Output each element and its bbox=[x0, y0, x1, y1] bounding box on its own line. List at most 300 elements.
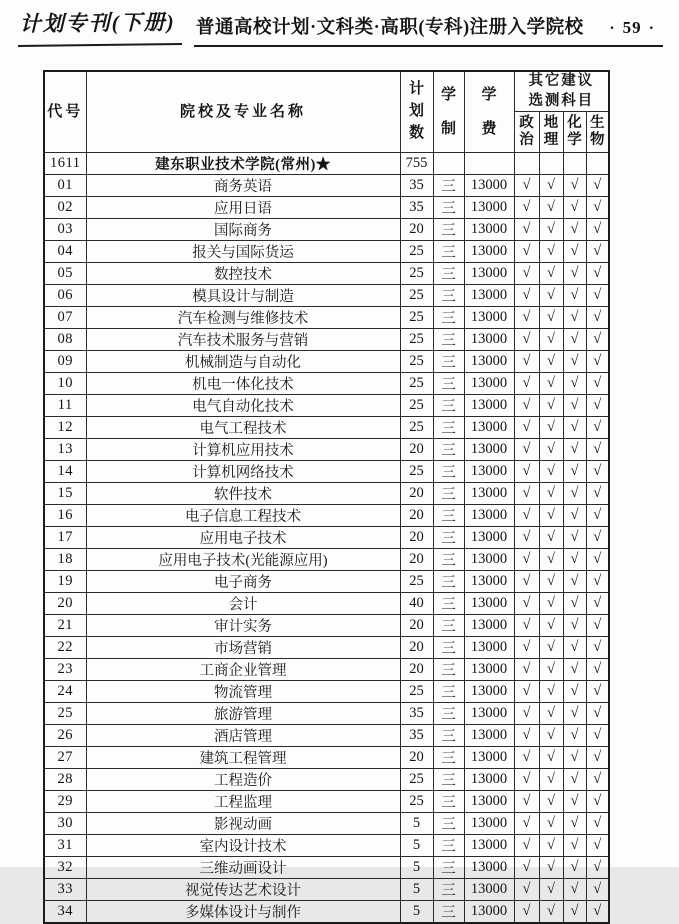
subject-check-mark: √ bbox=[539, 263, 563, 285]
subject-check-mark: √ bbox=[514, 659, 539, 681]
row-code: 25 bbox=[44, 703, 86, 725]
subject-check-mark: √ bbox=[514, 615, 539, 637]
subject-check-mark: √ bbox=[563, 725, 586, 747]
subject-check-mark: √ bbox=[586, 527, 609, 549]
row-years: 三 bbox=[433, 857, 464, 879]
major-row bbox=[44, 439, 609, 461]
subject-check-mark: √ bbox=[539, 439, 563, 461]
subject-check-mark: √ bbox=[514, 505, 539, 527]
subject-check-mark: √ bbox=[539, 307, 563, 329]
subject-check-mark: √ bbox=[514, 263, 539, 285]
row-code: 32 bbox=[44, 857, 86, 879]
row-major-name: 应用电子技术 bbox=[86, 527, 400, 549]
row-major-name: 应用电子技术(光能源应用) bbox=[86, 549, 400, 571]
row-plan-count: 25 bbox=[400, 571, 433, 593]
subject-check-mark: √ bbox=[563, 813, 586, 835]
page-number-value: 59 bbox=[622, 18, 642, 37]
row-major-name: 电气工程技术 bbox=[86, 417, 400, 439]
row-major-name: 工程监理 bbox=[86, 791, 400, 813]
row-fee: 13000 bbox=[464, 549, 514, 571]
subject-check-mark: √ bbox=[563, 527, 586, 549]
row-years: 三 bbox=[433, 373, 464, 395]
row-years: 三 bbox=[433, 769, 464, 791]
row-code: 04 bbox=[44, 241, 86, 263]
row-years: 三 bbox=[433, 615, 464, 637]
major-row bbox=[44, 219, 609, 241]
row-years: 三 bbox=[433, 263, 464, 285]
subject-check-mark: √ bbox=[539, 615, 563, 637]
row-major-name: 审计实务 bbox=[86, 615, 400, 637]
subject-check-mark: √ bbox=[586, 703, 609, 725]
subject-check-mark: √ bbox=[539, 571, 563, 593]
row-code: 16 bbox=[44, 505, 86, 527]
row-plan-count: 20 bbox=[400, 549, 433, 571]
subject-check-mark: √ bbox=[514, 351, 539, 373]
subject-check-mark: √ bbox=[586, 285, 609, 307]
row-fee: 13000 bbox=[464, 747, 514, 769]
subject-check-mark: √ bbox=[514, 571, 539, 593]
row-fee: 13000 bbox=[464, 417, 514, 439]
subject-check-mark: √ bbox=[539, 637, 563, 659]
header-subject-biology: 生物 bbox=[586, 112, 609, 153]
row-code: 01 bbox=[44, 175, 86, 197]
major-row bbox=[44, 417, 609, 439]
row-plan-count: 25 bbox=[400, 241, 433, 263]
subject-check-mark: √ bbox=[539, 593, 563, 615]
row-plan-count: 20 bbox=[400, 615, 433, 637]
subject-check-mark: √ bbox=[539, 175, 563, 197]
row-plan-count: 5 bbox=[400, 857, 433, 879]
subject-check-mark: √ bbox=[586, 483, 609, 505]
row-fee: 13000 bbox=[464, 637, 514, 659]
row-fee: 13000 bbox=[464, 395, 514, 417]
subject-check-mark: √ bbox=[539, 791, 563, 813]
subject-check-mark: √ bbox=[586, 329, 609, 351]
subject-check-mark: √ bbox=[514, 241, 539, 263]
row-code: 31 bbox=[44, 835, 86, 857]
subject-check-mark: √ bbox=[586, 901, 609, 924]
subject-check-mark: √ bbox=[514, 901, 539, 924]
subject-check-mark: √ bbox=[514, 329, 539, 351]
row-major-name: 软件技术 bbox=[86, 483, 400, 505]
subject-check-mark: √ bbox=[586, 307, 609, 329]
subject-check-mark: √ bbox=[539, 835, 563, 857]
row-fee: 13000 bbox=[464, 373, 514, 395]
subject-check-mark: √ bbox=[563, 461, 586, 483]
institution-years-empty bbox=[433, 153, 464, 175]
row-years: 三 bbox=[433, 879, 464, 901]
header-subject-geography: 地理 bbox=[539, 112, 563, 153]
page-dot-left: · bbox=[609, 20, 616, 37]
row-plan-count: 5 bbox=[400, 813, 433, 835]
subject-check-mark: √ bbox=[563, 219, 586, 241]
subject-check-mark: √ bbox=[514, 417, 539, 439]
subject-check-mark: √ bbox=[586, 549, 609, 571]
row-plan-count: 25 bbox=[400, 791, 433, 813]
subject-check-mark: √ bbox=[563, 769, 586, 791]
row-code: 10 bbox=[44, 373, 86, 395]
subject-check-mark: √ bbox=[539, 373, 563, 395]
subject-check-mark: √ bbox=[514, 483, 539, 505]
row-code: 13 bbox=[44, 439, 86, 461]
title-segment bbox=[194, 11, 663, 47]
subject-check-mark: √ bbox=[539, 659, 563, 681]
subject-check-mark: √ bbox=[586, 197, 609, 219]
row-fee: 13000 bbox=[464, 241, 514, 263]
major-row bbox=[44, 351, 609, 373]
subject-check-mark: √ bbox=[563, 835, 586, 857]
row-years: 三 bbox=[433, 703, 464, 725]
subject-check-mark: √ bbox=[586, 835, 609, 857]
row-years: 三 bbox=[433, 351, 464, 373]
institution-fee-empty bbox=[464, 153, 514, 175]
subject-check-mark: √ bbox=[514, 197, 539, 219]
row-major-name: 电气自动化技术 bbox=[86, 395, 400, 417]
subject-check-mark: √ bbox=[563, 439, 586, 461]
row-years: 三 bbox=[433, 791, 464, 813]
row-plan-count: 25 bbox=[400, 285, 433, 307]
row-plan-count: 20 bbox=[400, 439, 433, 461]
header-years: 学制 bbox=[433, 71, 464, 153]
row-plan-count: 20 bbox=[400, 483, 433, 505]
major-row bbox=[44, 285, 609, 307]
subject-check-mark: √ bbox=[563, 879, 586, 901]
row-code: 22 bbox=[44, 637, 86, 659]
header-row-top bbox=[44, 71, 609, 112]
institution-check-empty bbox=[514, 153, 539, 175]
row-major-name: 国际商务 bbox=[86, 219, 400, 241]
row-major-name: 旅游管理 bbox=[86, 703, 400, 725]
row-major-name: 应用日语 bbox=[86, 197, 400, 219]
subject-check-mark: √ bbox=[514, 769, 539, 791]
row-years: 三 bbox=[433, 681, 464, 703]
subject-check-mark: √ bbox=[563, 417, 586, 439]
subject-check-mark: √ bbox=[539, 703, 563, 725]
subject-check-mark: √ bbox=[563, 329, 586, 351]
row-fee: 13000 bbox=[464, 593, 514, 615]
row-plan-count: 20 bbox=[400, 637, 433, 659]
row-plan-count: 20 bbox=[400, 505, 433, 527]
institution-check-empty bbox=[539, 153, 563, 175]
row-major-name: 计算机应用技术 bbox=[86, 439, 400, 461]
subject-check-mark: √ bbox=[586, 681, 609, 703]
row-fee: 13000 bbox=[464, 879, 514, 901]
subject-check-mark: √ bbox=[514, 373, 539, 395]
institution-name: 建东职业技术学院(常州)★ bbox=[86, 153, 400, 175]
row-major-name: 建筑工程管理 bbox=[86, 747, 400, 769]
subject-check-mark: √ bbox=[514, 747, 539, 769]
row-years: 三 bbox=[433, 175, 464, 197]
major-row bbox=[44, 505, 609, 527]
header-fee: 学费 bbox=[464, 71, 514, 153]
row-plan-count: 5 bbox=[400, 901, 433, 924]
row-plan-count: 25 bbox=[400, 461, 433, 483]
major-row bbox=[44, 747, 609, 769]
row-years: 三 bbox=[433, 813, 464, 835]
row-major-name: 市场营销 bbox=[86, 637, 400, 659]
header-subject-chemistry: 化学 bbox=[563, 112, 586, 153]
row-years: 三 bbox=[433, 461, 464, 483]
major-row bbox=[44, 835, 609, 857]
row-plan-count: 20 bbox=[400, 747, 433, 769]
row-major-name: 模具设计与制造 bbox=[86, 285, 400, 307]
row-code: 08 bbox=[44, 329, 86, 351]
row-fee: 13000 bbox=[464, 571, 514, 593]
subject-check-mark: √ bbox=[563, 747, 586, 769]
row-code: 07 bbox=[44, 307, 86, 329]
row-fee: 13000 bbox=[464, 835, 514, 857]
row-years: 三 bbox=[433, 549, 464, 571]
institution-row bbox=[44, 153, 609, 175]
page-dot-right: · bbox=[648, 20, 655, 37]
subject-check-mark: √ bbox=[563, 175, 586, 197]
subject-check-mark: √ bbox=[563, 593, 586, 615]
row-major-name: 酒店管理 bbox=[86, 725, 400, 747]
row-plan-count: 35 bbox=[400, 725, 433, 747]
row-fee: 13000 bbox=[464, 681, 514, 703]
subject-check-mark: √ bbox=[539, 813, 563, 835]
subject-check-mark: √ bbox=[563, 395, 586, 417]
subject-check-mark: √ bbox=[563, 351, 586, 373]
subject-check-mark: √ bbox=[586, 725, 609, 747]
subject-check-mark: √ bbox=[563, 373, 586, 395]
row-code: 14 bbox=[44, 461, 86, 483]
subject-check-mark: √ bbox=[563, 703, 586, 725]
subject-check-mark: √ bbox=[539, 285, 563, 307]
row-major-name: 视觉传达艺术设计 bbox=[86, 879, 400, 901]
table-body bbox=[44, 153, 609, 924]
row-code: 28 bbox=[44, 769, 86, 791]
subject-check-mark: √ bbox=[586, 263, 609, 285]
row-code: 30 bbox=[44, 813, 86, 835]
subject-check-mark: √ bbox=[539, 241, 563, 263]
row-code: 15 bbox=[44, 483, 86, 505]
row-fee: 13000 bbox=[464, 791, 514, 813]
major-row bbox=[44, 263, 609, 285]
row-years: 三 bbox=[433, 747, 464, 769]
subject-check-mark: √ bbox=[539, 483, 563, 505]
major-row bbox=[44, 879, 609, 901]
row-years: 三 bbox=[433, 593, 464, 615]
subject-check-mark: √ bbox=[586, 659, 609, 681]
subject-check-mark: √ bbox=[586, 219, 609, 241]
row-years: 三 bbox=[433, 659, 464, 681]
subject-check-mark: √ bbox=[514, 461, 539, 483]
major-row bbox=[44, 769, 609, 791]
subject-check-mark: √ bbox=[586, 373, 609, 395]
row-fee: 13000 bbox=[464, 505, 514, 527]
subject-check-mark: √ bbox=[586, 351, 609, 373]
row-major-name: 机械制造与自动化 bbox=[86, 351, 400, 373]
page-number bbox=[609, 18, 661, 38]
major-row bbox=[44, 593, 609, 615]
major-row bbox=[44, 241, 609, 263]
institution-check-empty bbox=[563, 153, 586, 175]
subject-check-mark: √ bbox=[586, 461, 609, 483]
subject-check-mark: √ bbox=[563, 637, 586, 659]
major-row bbox=[44, 813, 609, 835]
subject-check-mark: √ bbox=[514, 835, 539, 857]
row-code: 03 bbox=[44, 219, 86, 241]
subject-check-mark: √ bbox=[586, 395, 609, 417]
volume-label: 计划专刊(下册) bbox=[17, 4, 181, 47]
row-fee: 13000 bbox=[464, 219, 514, 241]
subject-check-mark: √ bbox=[514, 219, 539, 241]
row-major-name: 电子信息工程技术 bbox=[86, 505, 400, 527]
subject-check-mark: √ bbox=[586, 417, 609, 439]
major-row bbox=[44, 175, 609, 197]
institution-check-empty bbox=[586, 153, 609, 175]
row-code: 11 bbox=[44, 395, 86, 417]
subject-check-mark: √ bbox=[514, 681, 539, 703]
header-subject-politics: 政治 bbox=[514, 112, 539, 153]
subject-check-mark: √ bbox=[514, 527, 539, 549]
row-code: 23 bbox=[44, 659, 86, 681]
subject-check-mark: √ bbox=[586, 571, 609, 593]
row-years: 三 bbox=[433, 417, 464, 439]
row-major-name: 计算机网络技术 bbox=[86, 461, 400, 483]
row-code: 20 bbox=[44, 593, 86, 615]
subject-check-mark: √ bbox=[539, 527, 563, 549]
subject-check-mark: √ bbox=[539, 681, 563, 703]
subject-check-mark: √ bbox=[586, 241, 609, 263]
row-code: 34 bbox=[44, 901, 86, 924]
row-fee: 13000 bbox=[464, 461, 514, 483]
row-fee: 13000 bbox=[464, 483, 514, 505]
institution-code: 1611 bbox=[44, 153, 86, 175]
major-row bbox=[44, 527, 609, 549]
row-years: 三 bbox=[433, 329, 464, 351]
subject-check-mark: √ bbox=[563, 285, 586, 307]
row-years: 三 bbox=[433, 439, 464, 461]
subject-check-mark: √ bbox=[514, 879, 539, 901]
row-fee: 13000 bbox=[464, 263, 514, 285]
major-row bbox=[44, 329, 609, 351]
header-plan: 计划数 bbox=[400, 71, 433, 153]
page-title: 普通高校计划·文科类·高职(专科)注册入学院校 bbox=[196, 18, 584, 38]
row-fee: 13000 bbox=[464, 725, 514, 747]
row-plan-count: 5 bbox=[400, 835, 433, 857]
subject-check-mark: √ bbox=[563, 549, 586, 571]
row-years: 三 bbox=[433, 219, 464, 241]
row-major-name: 电子商务 bbox=[86, 571, 400, 593]
subject-check-mark: √ bbox=[539, 549, 563, 571]
row-years: 三 bbox=[433, 725, 464, 747]
row-years: 三 bbox=[433, 307, 464, 329]
subject-check-mark: √ bbox=[539, 505, 563, 527]
row-fee: 13000 bbox=[464, 703, 514, 725]
row-code: 26 bbox=[44, 725, 86, 747]
row-major-name: 多媒体设计与制作 bbox=[86, 901, 400, 924]
subject-check-mark: √ bbox=[539, 725, 563, 747]
major-row bbox=[44, 703, 609, 725]
subject-check-mark: √ bbox=[514, 637, 539, 659]
subject-check-mark: √ bbox=[563, 681, 586, 703]
row-years: 三 bbox=[433, 395, 464, 417]
row-plan-count: 20 bbox=[400, 527, 433, 549]
row-plan-count: 20 bbox=[400, 659, 433, 681]
subject-check-mark: √ bbox=[586, 175, 609, 197]
row-major-name: 工商企业管理 bbox=[86, 659, 400, 681]
subject-check-mark: √ bbox=[586, 791, 609, 813]
row-code: 12 bbox=[44, 417, 86, 439]
row-years: 三 bbox=[433, 241, 464, 263]
subject-check-mark: √ bbox=[539, 395, 563, 417]
subject-check-mark: √ bbox=[586, 769, 609, 791]
subject-check-mark: √ bbox=[539, 351, 563, 373]
row-plan-count: 25 bbox=[400, 373, 433, 395]
major-row bbox=[44, 659, 609, 681]
row-plan-count: 35 bbox=[400, 197, 433, 219]
subject-check-mark: √ bbox=[586, 879, 609, 901]
subject-check-mark: √ bbox=[586, 615, 609, 637]
row-plan-count: 25 bbox=[400, 769, 433, 791]
subject-check-mark: √ bbox=[563, 857, 586, 879]
major-row bbox=[44, 395, 609, 417]
row-years: 三 bbox=[433, 483, 464, 505]
subject-check-mark: √ bbox=[539, 857, 563, 879]
row-major-name: 会计 bbox=[86, 593, 400, 615]
subject-check-mark: √ bbox=[514, 813, 539, 835]
major-row bbox=[44, 681, 609, 703]
subject-check-mark: √ bbox=[586, 857, 609, 879]
subject-check-mark: √ bbox=[514, 857, 539, 879]
subject-check-mark: √ bbox=[514, 285, 539, 307]
subject-check-mark: √ bbox=[514, 307, 539, 329]
institution-plan: 755 bbox=[400, 153, 433, 175]
row-fee: 13000 bbox=[464, 527, 514, 549]
subject-check-mark: √ bbox=[514, 703, 539, 725]
subject-check-mark: √ bbox=[563, 901, 586, 924]
major-row bbox=[44, 571, 609, 593]
row-major-name: 物流管理 bbox=[86, 681, 400, 703]
subject-check-mark: √ bbox=[586, 813, 609, 835]
row-major-name: 影视动画 bbox=[86, 813, 400, 835]
row-years: 三 bbox=[433, 505, 464, 527]
row-code: 18 bbox=[44, 549, 86, 571]
row-major-name: 汽车技术服务与营销 bbox=[86, 329, 400, 351]
row-fee: 13000 bbox=[464, 813, 514, 835]
row-fee: 13000 bbox=[464, 307, 514, 329]
row-plan-count: 35 bbox=[400, 175, 433, 197]
subject-check-mark: √ bbox=[514, 175, 539, 197]
row-fee: 13000 bbox=[464, 175, 514, 197]
row-plan-count: 35 bbox=[400, 703, 433, 725]
row-major-name: 工程造价 bbox=[86, 769, 400, 791]
row-code: 24 bbox=[44, 681, 86, 703]
header-subjects-group: 其它建议选测科目 bbox=[514, 71, 609, 112]
row-fee: 13000 bbox=[464, 329, 514, 351]
row-major-name: 数控技术 bbox=[86, 263, 400, 285]
row-code: 09 bbox=[44, 351, 86, 373]
row-major-name: 报关与国际货运 bbox=[86, 241, 400, 263]
row-plan-count: 25 bbox=[400, 417, 433, 439]
subject-check-mark: √ bbox=[563, 659, 586, 681]
subject-check-mark: √ bbox=[563, 791, 586, 813]
row-major-name: 汽车检测与维修技术 bbox=[86, 307, 400, 329]
row-code: 21 bbox=[44, 615, 86, 637]
major-row bbox=[44, 791, 609, 813]
subject-check-mark: √ bbox=[514, 725, 539, 747]
row-plan-count: 25 bbox=[400, 681, 433, 703]
page-header bbox=[18, 6, 663, 47]
subject-check-mark: √ bbox=[539, 769, 563, 791]
subject-check-mark: √ bbox=[586, 593, 609, 615]
row-code: 06 bbox=[44, 285, 86, 307]
row-fee: 13000 bbox=[464, 197, 514, 219]
row-plan-count: 40 bbox=[400, 593, 433, 615]
major-row bbox=[44, 615, 609, 637]
